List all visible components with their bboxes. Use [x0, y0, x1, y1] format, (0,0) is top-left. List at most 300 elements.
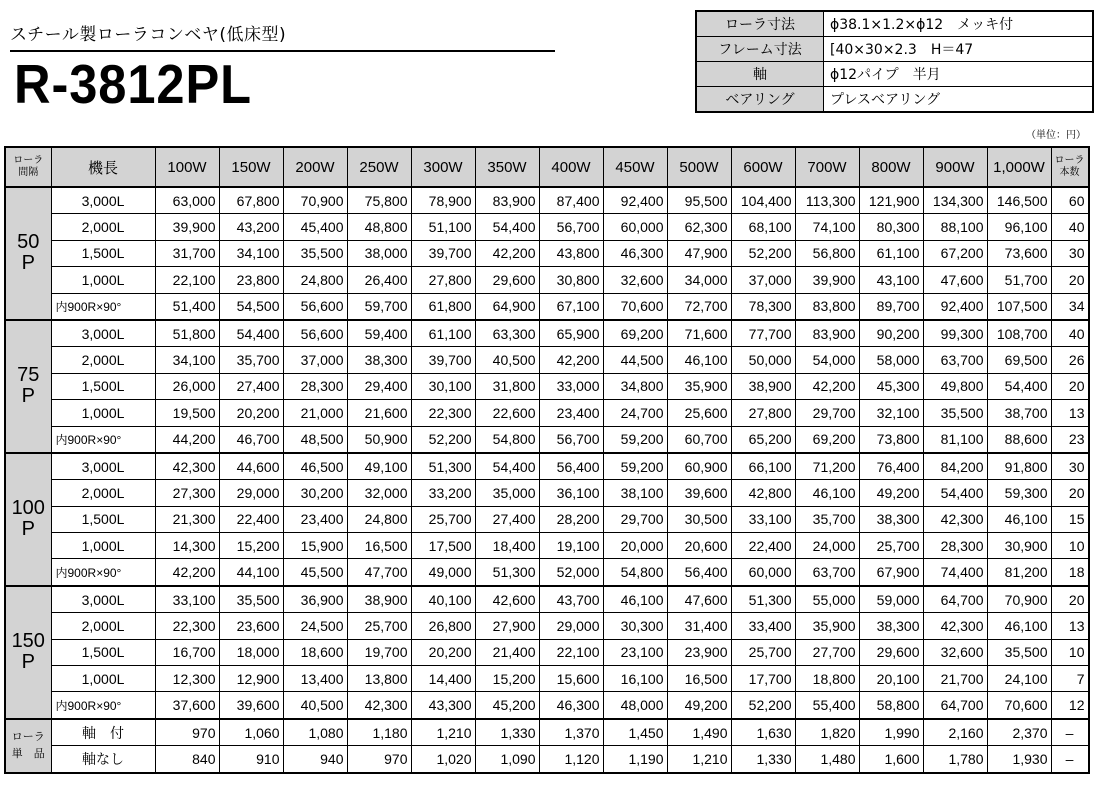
price-cell: 72,700 [667, 293, 731, 320]
price-cell: 1,060 [219, 719, 283, 746]
roller-count-cell: 12 [1051, 692, 1089, 719]
table-row [5, 400, 1089, 426]
spec-table [695, 10, 1094, 113]
price-cell: 49,200 [667, 692, 731, 719]
price-cell: 30,900 [987, 533, 1051, 559]
roller-count-cell: 23 [1051, 426, 1089, 453]
price-cell: 26,000 [155, 373, 219, 399]
price-cell: 18,400 [475, 533, 539, 559]
price-cell: 16,700 [155, 639, 219, 665]
roller-count-cell: 34 [1051, 293, 1089, 320]
price-cell: 39,600 [219, 692, 283, 719]
spec-row [696, 87, 1093, 113]
table-row [5, 586, 1089, 613]
length-cell: 軸 付 [51, 719, 155, 746]
price-cell: 24,100 [987, 666, 1051, 692]
price-cell: 21,400 [475, 639, 539, 665]
price-cell: 27,800 [731, 400, 795, 426]
price-cell: 38,700 [987, 400, 1051, 426]
price-cell: 46,100 [667, 347, 731, 373]
price-cell: 21,700 [923, 666, 987, 692]
width-header: 200W [283, 147, 347, 187]
length-cell: 1,000L [51, 267, 155, 293]
price-cell: 25,700 [347, 613, 411, 639]
price-cell: 80,300 [859, 214, 923, 240]
width-header: 100W [155, 147, 219, 187]
price-cell: 26,400 [347, 267, 411, 293]
price-cell: 27,900 [475, 613, 539, 639]
price-cell: 34,100 [219, 240, 283, 266]
price-cell: 96,100 [987, 214, 1051, 240]
price-cell: 113,300 [795, 187, 859, 214]
price-cell: 56,800 [795, 240, 859, 266]
price-cell: 14,300 [155, 533, 219, 559]
price-cell: 34,000 [667, 267, 731, 293]
price-cell: 30,200 [283, 480, 347, 506]
price-cell: 35,000 [475, 480, 539, 506]
spec-value: ϕ12パイプ 半月 [824, 62, 1094, 87]
price-cell: 19,100 [539, 533, 603, 559]
price-cell: 31,400 [667, 613, 731, 639]
price-table [4, 146, 1090, 774]
price-cell: 24,000 [795, 533, 859, 559]
price-cell: 45,500 [283, 559, 347, 586]
price-cell: 1,370 [539, 719, 603, 746]
table-row [5, 426, 1089, 453]
price-cell: 43,100 [859, 267, 923, 293]
price-cell: 37,600 [155, 692, 219, 719]
price-cell: 55,400 [795, 692, 859, 719]
price-cell: 54,400 [987, 373, 1051, 399]
length-cell: 内900R×90° [51, 293, 155, 320]
price-cell: 69,200 [603, 320, 667, 347]
price-cell: 49,100 [347, 453, 411, 480]
length-cell: 3,000L [51, 586, 155, 613]
spec-row [696, 11, 1093, 37]
roller-count-header: ローラ 本数 [1051, 147, 1089, 187]
price-cell: 42,200 [475, 240, 539, 266]
roller-count-cell: 40 [1051, 214, 1089, 240]
price-cell: 16,500 [667, 666, 731, 692]
price-cell: 64,900 [475, 293, 539, 320]
price-cell: 19,700 [347, 639, 411, 665]
price-cell: 56,600 [283, 320, 347, 347]
price-cell: 33,200 [411, 480, 475, 506]
price-cell: 56,600 [283, 293, 347, 320]
price-cell: 35,700 [219, 347, 283, 373]
price-cell: 99,300 [923, 320, 987, 347]
table-row [5, 214, 1089, 240]
price-cell: 48,000 [603, 692, 667, 719]
price-cell: 1,630 [731, 719, 795, 746]
price-cell: 2,160 [923, 719, 987, 746]
price-cell: 36,100 [539, 480, 603, 506]
price-cell: 1,600 [859, 746, 923, 773]
table-row [5, 347, 1089, 373]
price-cell: 39,700 [411, 347, 475, 373]
price-cell: 27,700 [795, 639, 859, 665]
price-cell: 56,700 [539, 426, 603, 453]
price-cell: 15,900 [283, 533, 347, 559]
price-cell: 30,500 [667, 506, 731, 532]
price-cell: 1,210 [411, 719, 475, 746]
roller-count-cell: – [1051, 719, 1089, 746]
price-cell: 31,800 [475, 373, 539, 399]
price-cell: 54,500 [219, 293, 283, 320]
price-cell: 1,450 [603, 719, 667, 746]
price-cell: 30,300 [603, 613, 667, 639]
spec-value: ϕ38.1×1.2×ϕ12 メッキ付 [824, 11, 1094, 37]
price-cell: 61,800 [411, 293, 475, 320]
length-cell: 軸なし [51, 746, 155, 773]
price-cell: 840 [155, 746, 219, 773]
price-cell: 29,600 [859, 639, 923, 665]
price-cell: 43,700 [539, 586, 603, 613]
price-cell: 43,300 [411, 692, 475, 719]
roller-count-cell: 26 [1051, 347, 1089, 373]
price-cell: 65,200 [731, 426, 795, 453]
pitch-cell: 150 P [5, 586, 51, 719]
table-row [5, 746, 1089, 773]
price-cell: 21,300 [155, 506, 219, 532]
price-cell: 28,200 [539, 506, 603, 532]
price-cell: 38,300 [859, 506, 923, 532]
price-cell: 59,200 [603, 453, 667, 480]
price-cell: 35,500 [219, 586, 283, 613]
unit-note: （単位：円） [1026, 130, 1086, 141]
price-cell: 81,200 [987, 559, 1051, 586]
price-cell: 1,020 [411, 746, 475, 773]
price-cell: 1,080 [283, 719, 347, 746]
price-cell: 63,700 [795, 559, 859, 586]
length-cell: 1,500L [51, 373, 155, 399]
price-cell: 42,300 [347, 692, 411, 719]
price-cell: 22,400 [731, 533, 795, 559]
length-cell: 3,000L [51, 187, 155, 214]
width-header: 500W [667, 147, 731, 187]
length-header: 機長 [51, 147, 155, 187]
width-header: 800W [859, 147, 923, 187]
width-header: 1,000W [987, 147, 1051, 187]
price-cell: 29,000 [539, 613, 603, 639]
table-row [5, 240, 1089, 266]
roller-count-cell: 30 [1051, 240, 1089, 266]
price-cell: 17,700 [731, 666, 795, 692]
price-cell: 24,700 [603, 400, 667, 426]
price-cell: 60,000 [731, 559, 795, 586]
price-cell: 28,300 [283, 373, 347, 399]
price-cell: 60,700 [667, 426, 731, 453]
price-cell: 70,600 [987, 692, 1051, 719]
price-cell: 25,700 [859, 533, 923, 559]
price-cell: 71,600 [667, 320, 731, 347]
price-cell: 1,780 [923, 746, 987, 773]
price-cell: 1,180 [347, 719, 411, 746]
price-cell: 46,100 [795, 480, 859, 506]
model-number: R-3812PL [14, 53, 252, 115]
table-row [5, 692, 1089, 719]
price-cell: 23,400 [539, 400, 603, 426]
price-cell: 15,600 [539, 666, 603, 692]
length-cell: 1,000L [51, 533, 155, 559]
price-cell: 52,200 [731, 692, 795, 719]
price-cell: 13,800 [347, 666, 411, 692]
spec-label: ローラ寸法 [696, 11, 824, 37]
price-cell: 87,400 [539, 187, 603, 214]
price-cell: 22,100 [155, 267, 219, 293]
price-cell: 60,900 [667, 453, 731, 480]
price-cell: 70,600 [603, 293, 667, 320]
price-cell: 78,300 [731, 293, 795, 320]
price-cell: 23,600 [219, 613, 283, 639]
price-cell: 38,100 [603, 480, 667, 506]
table-row [5, 506, 1089, 532]
width-header: 450W [603, 147, 667, 187]
price-cell: 76,400 [859, 453, 923, 480]
price-cell: 910 [219, 746, 283, 773]
pitch-cell: 100 P [5, 453, 51, 586]
price-cell: 92,400 [923, 293, 987, 320]
price-cell: 18,000 [219, 639, 283, 665]
price-cell: 77,700 [731, 320, 795, 347]
price-cell: 47,900 [667, 240, 731, 266]
price-cell: 29,400 [347, 373, 411, 399]
price-cell: 29,700 [795, 400, 859, 426]
price-cell: 26,800 [411, 613, 475, 639]
price-cell: 35,700 [795, 506, 859, 532]
table-row [5, 719, 1089, 746]
spec-label: 軸 [696, 62, 824, 87]
width-header: 350W [475, 147, 539, 187]
price-cell: 29,600 [475, 267, 539, 293]
width-header: 600W [731, 147, 795, 187]
roller-count-cell: 13 [1051, 400, 1089, 426]
price-cell: 61,100 [859, 240, 923, 266]
price-cell: 108,700 [987, 320, 1051, 347]
price-cell: 970 [155, 719, 219, 746]
price-cell: 23,800 [219, 267, 283, 293]
price-cell: 1,330 [731, 746, 795, 773]
price-cell: 30,100 [411, 373, 475, 399]
length-cell: 内900R×90° [51, 559, 155, 586]
price-cell: 40,500 [475, 347, 539, 373]
price-cell: 32,600 [923, 639, 987, 665]
price-cell: 67,800 [219, 187, 283, 214]
price-cell: 1,480 [795, 746, 859, 773]
price-cell: 27,400 [475, 506, 539, 532]
price-cell: 104,400 [731, 187, 795, 214]
price-cell: 52,000 [539, 559, 603, 586]
price-cell: 39,700 [411, 240, 475, 266]
price-cell: 46,300 [539, 692, 603, 719]
price-cell: 35,900 [795, 613, 859, 639]
price-cell: 49,200 [859, 480, 923, 506]
pitch-cell: 75 P [5, 320, 51, 453]
price-cell: 67,100 [539, 293, 603, 320]
price-cell: 33,000 [539, 373, 603, 399]
price-cell: 54,400 [219, 320, 283, 347]
price-cell: 88,600 [987, 426, 1051, 453]
spec-value: プレスベアリング [824, 87, 1094, 113]
price-cell: 29,000 [219, 480, 283, 506]
roller-count-cell: 10 [1051, 533, 1089, 559]
price-cell: 2,370 [987, 719, 1051, 746]
price-cell: 17,500 [411, 533, 475, 559]
price-cell: 65,900 [539, 320, 603, 347]
price-cell: 42,200 [539, 347, 603, 373]
price-cell: 32,600 [603, 267, 667, 293]
price-cell: 23,100 [603, 639, 667, 665]
price-cell: 46,500 [283, 453, 347, 480]
price-cell: 20,000 [603, 533, 667, 559]
spec-label: フレーム寸法 [696, 37, 824, 62]
roller-count-cell: 13 [1051, 613, 1089, 639]
roller-count-cell: 20 [1051, 480, 1089, 506]
price-cell: 84,200 [923, 453, 987, 480]
price-cell: 59,400 [347, 320, 411, 347]
price-cell: 40,500 [283, 692, 347, 719]
price-cell: 1,090 [475, 746, 539, 773]
price-cell: 12,900 [219, 666, 283, 692]
price-cell: 51,300 [411, 453, 475, 480]
price-cell: 51,300 [475, 559, 539, 586]
price-cell: 64,700 [923, 586, 987, 613]
length-cell: 2,000L [51, 214, 155, 240]
price-cell: 63,000 [155, 187, 219, 214]
price-cell: 970 [347, 746, 411, 773]
price-cell: 70,900 [283, 187, 347, 214]
length-cell: 1,000L [51, 666, 155, 692]
price-cell: 16,100 [603, 666, 667, 692]
price-cell: 60,000 [603, 214, 667, 240]
width-header: 900W [923, 147, 987, 187]
length-cell: 2,000L [51, 347, 155, 373]
price-cell: 22,600 [475, 400, 539, 426]
price-cell: 35,500 [283, 240, 347, 266]
table-row [5, 533, 1089, 559]
price-cell: 39,600 [667, 480, 731, 506]
price-cell: 12,300 [155, 666, 219, 692]
width-header: 700W [795, 147, 859, 187]
price-cell: 42,300 [923, 613, 987, 639]
price-cell: 1,490 [667, 719, 731, 746]
width-header: 250W [347, 147, 411, 187]
price-cell: 63,700 [923, 347, 987, 373]
price-cell: 24,800 [347, 506, 411, 532]
price-cell: 44,500 [603, 347, 667, 373]
price-cell: 42,600 [475, 586, 539, 613]
price-cell: 48,800 [347, 214, 411, 240]
price-cell: 40,100 [411, 586, 475, 613]
price-cell: 20,200 [411, 639, 475, 665]
price-cell: 55,000 [795, 586, 859, 613]
price-cell: 70,900 [987, 586, 1051, 613]
table-row [5, 267, 1089, 293]
price-cell: 67,200 [923, 240, 987, 266]
price-cell: 51,700 [987, 267, 1051, 293]
spec-label: ベアリング [696, 87, 824, 113]
price-cell: 35,500 [923, 400, 987, 426]
price-cell: 75,800 [347, 187, 411, 214]
price-cell: 121,900 [859, 187, 923, 214]
price-cell: 50,000 [731, 347, 795, 373]
price-cell: 51,100 [411, 214, 475, 240]
price-cell: 46,300 [603, 240, 667, 266]
price-cell: 1,930 [987, 746, 1051, 773]
price-cell: 27,300 [155, 480, 219, 506]
price-cell: 73,600 [987, 240, 1051, 266]
price-cell: 21,600 [347, 400, 411, 426]
price-cell: 37,000 [283, 347, 347, 373]
price-cell: 44,100 [219, 559, 283, 586]
price-cell: 56,700 [539, 214, 603, 240]
price-cell: 69,200 [795, 426, 859, 453]
width-header: 400W [539, 147, 603, 187]
length-cell: 3,000L [51, 453, 155, 480]
price-cell: 49,000 [411, 559, 475, 586]
table-row [5, 453, 1089, 480]
length-cell: 1,500L [51, 240, 155, 266]
price-cell: 39,900 [795, 267, 859, 293]
price-cell: 69,500 [987, 347, 1051, 373]
price-cell: 56,400 [539, 453, 603, 480]
price-cell: 54,800 [475, 426, 539, 453]
length-cell: 内900R×90° [51, 426, 155, 453]
price-cell: 20,100 [859, 666, 923, 692]
price-cell: 46,100 [987, 506, 1051, 532]
table-row [5, 559, 1089, 586]
price-cell: 38,900 [347, 586, 411, 613]
price-cell: 50,900 [347, 426, 411, 453]
pitch-header: ローラ 間隔 [5, 147, 51, 187]
price-cell: 20,200 [219, 400, 283, 426]
price-cell: 38,300 [859, 613, 923, 639]
price-cell: 36,900 [283, 586, 347, 613]
price-cell: 73,800 [859, 426, 923, 453]
price-cell: 16,500 [347, 533, 411, 559]
price-cell: 88,100 [923, 214, 987, 240]
price-cell: 47,600 [923, 267, 987, 293]
price-cell: 45,400 [283, 214, 347, 240]
price-cell: 13,400 [283, 666, 347, 692]
price-cell: 44,200 [155, 426, 219, 453]
price-cell: 83,900 [475, 187, 539, 214]
price-cell: 54,400 [475, 214, 539, 240]
price-cell: 51,800 [155, 320, 219, 347]
price-cell: 61,100 [411, 320, 475, 347]
length-cell: 2,000L [51, 613, 155, 639]
width-header: 150W [219, 147, 283, 187]
price-cell: 19,500 [155, 400, 219, 426]
price-cell: 68,100 [731, 214, 795, 240]
roller-count-cell: 18 [1051, 559, 1089, 586]
price-cell: 48,500 [283, 426, 347, 453]
price-cell: 51,300 [731, 586, 795, 613]
price-cell: 51,400 [155, 293, 219, 320]
price-cell: 59,200 [603, 426, 667, 453]
length-cell: 1,500L [51, 506, 155, 532]
price-cell: 22,400 [219, 506, 283, 532]
price-cell: 59,300 [987, 480, 1051, 506]
price-cell: 22,100 [539, 639, 603, 665]
price-cell: 83,800 [795, 293, 859, 320]
spec-row [696, 37, 1093, 62]
price-cell: 38,900 [731, 373, 795, 399]
price-cell: 66,100 [731, 453, 795, 480]
price-cell: 107,500 [987, 293, 1051, 320]
price-cell: 30,800 [539, 267, 603, 293]
price-cell: 90,200 [859, 320, 923, 347]
